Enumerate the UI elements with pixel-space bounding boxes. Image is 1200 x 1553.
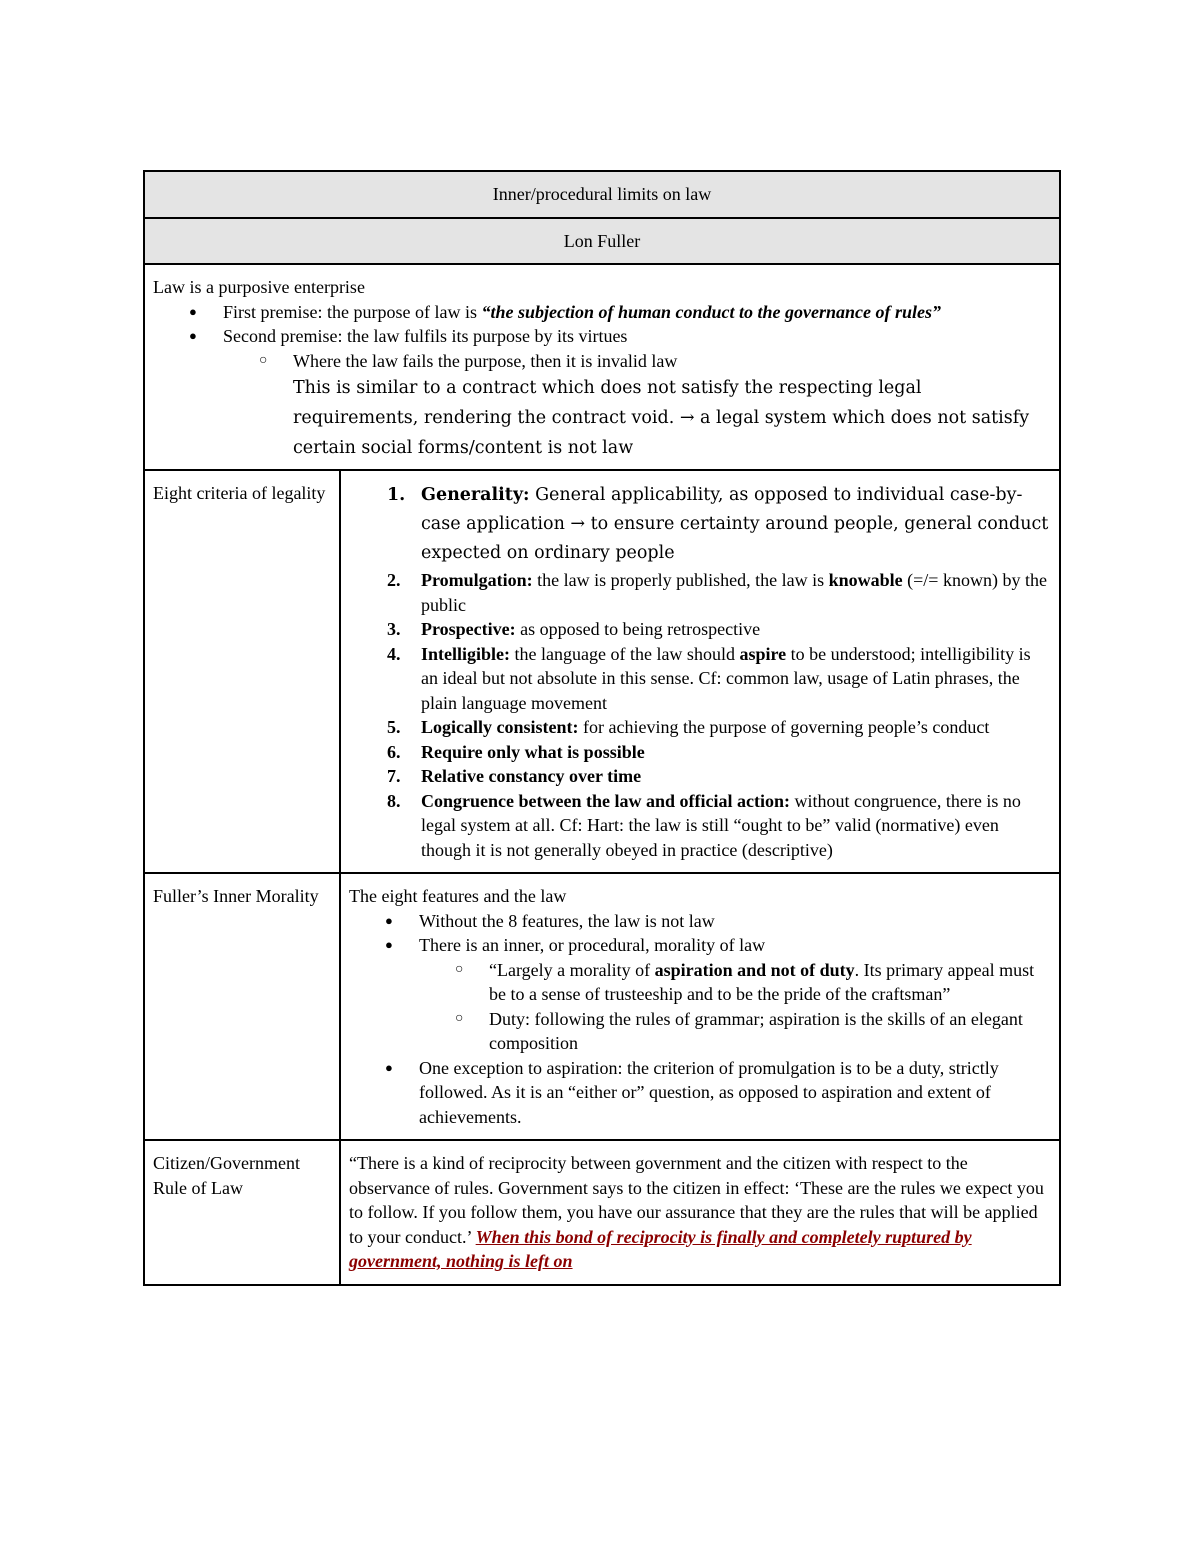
criterion-4: [387, 642, 1051, 716]
criterion-text: for achieving the purpose of governing people’s conduct: [578, 717, 990, 737]
sub-point-text: Where the law fails the purpose, then it is invalid law: [293, 350, 678, 371]
morality-label: Fuller’s Inner Morality: [144, 873, 340, 1140]
premise-2-sub: [293, 349, 1051, 464]
criterion-text: General applicability, as opposed to individual case-by-case application → to ensure certainty around people, general conduct expected on ordinary people: [421, 485, 1049, 563]
criterion-emphasis: aspire: [739, 643, 787, 664]
quote-text: . Its primary appeal must be to a sense of trusteeship and to be the pride of the craftsman”: [489, 959, 1035, 1004]
criterion-number: 4.: [387, 643, 401, 664]
premise-1-text: First premise: the purpose of law is: [223, 301, 482, 322]
premise-2-sublist: [223, 349, 1051, 464]
criterion-text: without congruence, there is no legal system at all. Cf: Hart: the law is still “ought to be” valid (normative) even though it is not generally obeyed in practice (descriptive): [421, 790, 1021, 860]
premise-2-text: Second premise: the law fulfils its purpose by its virtues: [223, 326, 628, 346]
premise-1: [223, 300, 1051, 325]
criterion-text: to be understood; intelligibility is an ideal but not absolute in this sense. Cf: common law, usage of Latin phrases, the plain language movement: [421, 643, 1031, 713]
aspiration-quote: [489, 958, 1051, 1007]
morality-point-3: ● One exception to aspiration: the criterion of promulgation is to be a duty, strictly followed. As it is an “either or” question, as opposed to aspiration and extent of achievements.: [419, 1056, 1051, 1130]
criterion-title: Logically consistent:: [421, 717, 579, 737]
criterion-2: [387, 568, 1051, 617]
morality-point-2: [419, 933, 1051, 1056]
premise-2: [223, 324, 1051, 463]
criteria-list: [349, 481, 1051, 862]
criterion-5: [387, 715, 1051, 740]
morality-list: [349, 909, 1051, 1130]
quote-text: “Largely a morality of: [489, 959, 655, 980]
contract-note: This is similar to a contract which does not satisfy the respecting legal requirements, rendering the contract void. → a legal system which does not satisfy certain social forms/content is not law: [293, 378, 1030, 458]
criteria-cell: [340, 470, 1060, 873]
criterion-number: 1.: [387, 485, 406, 505]
criterion-title: Generality:: [421, 485, 530, 505]
criterion-text: as opposed to being retrospective: [515, 619, 761, 639]
criterion-number: 8.: [387, 790, 401, 811]
morality-cell: [340, 873, 1060, 1140]
criterion-3: [387, 617, 1051, 642]
table-author: Lon Fuller: [144, 218, 1060, 265]
criterion-number: 6.: [387, 741, 401, 762]
criterion-title: Prospective:: [421, 619, 516, 639]
criterion-text: the language of the law should: [510, 643, 740, 664]
criterion-6: [387, 740, 1051, 765]
criterion-emphasis: knowable: [828, 570, 903, 590]
notes-table: [143, 170, 1061, 1286]
intro-cell: [144, 264, 1060, 470]
criterion-title: Promulgation:: [421, 570, 533, 590]
criterion-title: Intelligible:: [421, 643, 510, 664]
criteria-label: Eight criteria of legality: [144, 470, 340, 873]
criterion-number: 5.: [387, 717, 401, 737]
criterion-text: (=/= known) by the public: [421, 570, 1047, 615]
morality-point-1: ● Without the 8 features, the law is not law: [419, 909, 1051, 934]
morality-lead: The eight features and the law: [349, 886, 567, 906]
criterion-1: [387, 481, 1051, 568]
criterion-text: the law is properly published, the law is: [532, 570, 829, 590]
quote-emphasis: aspiration and not of duty: [654, 959, 855, 980]
criterion-7: [387, 764, 1051, 789]
citizen-cell: [340, 1140, 1060, 1285]
morality-point-2-text: There is an inner, or procedural, morality of law: [419, 935, 766, 955]
intro-lead: Law is a purposive enterprise: [153, 277, 365, 297]
citizen-emphasis: When this bond of reciprocity is finally and completely ruptured by government, nothing is left on: [349, 1226, 972, 1271]
criterion-title: Congruence between the law and official action:: [421, 790, 790, 811]
document-page: [143, 170, 1061, 1286]
criterion-title: Relative constancy over time: [421, 766, 642, 786]
citizen-quote: “There is a kind of reciprocity between government and the citizen with respect to the observance of rules. Government says to the citizen in effect: ‘These are the rules we expect you to follow. If you follow them, you have our assurance that they are the rules that will be applied to your conduct.’: [349, 1153, 1044, 1247]
premise-1-quote: “the subjection of human conduct to the governance of rules”: [481, 301, 941, 322]
table-title: Inner/procedural limits on law: [144, 171, 1060, 218]
criterion-number: 3.: [387, 619, 401, 639]
morality-sublist: [419, 958, 1051, 1056]
premise-list: [153, 300, 1051, 464]
criterion-8: [387, 789, 1051, 863]
criterion-title: Require only what is possible: [421, 741, 645, 762]
duty-point: ○ Duty: following the rules of grammar; aspiration is the skills of an elegant composition: [489, 1007, 1051, 1056]
citizen-label: Citizen/Government Rule of Law: [144, 1140, 340, 1285]
criterion-number: 7.: [387, 766, 401, 786]
criterion-number: 2.: [387, 570, 401, 590]
